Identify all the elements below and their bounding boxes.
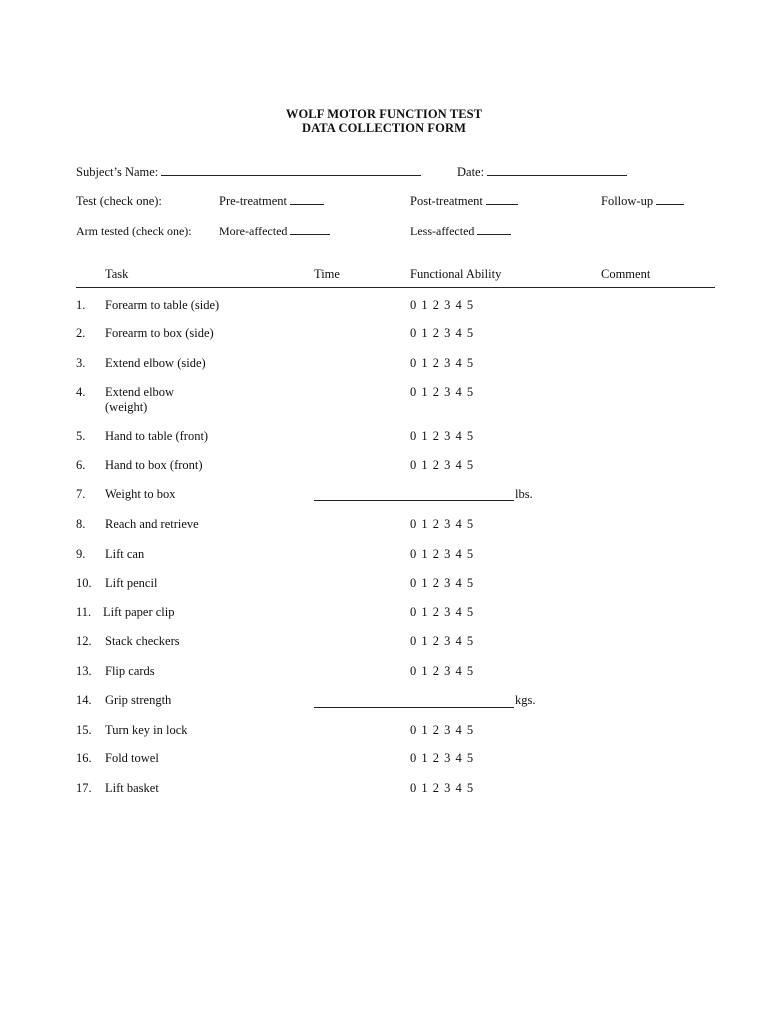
column-header-ability: Functional Ability bbox=[410, 267, 502, 281]
test-check-label: Test (check one): bbox=[76, 194, 162, 208]
subject-name-blank[interactable] bbox=[161, 165, 421, 176]
date-field bbox=[457, 165, 627, 180]
ability-scale[interactable]: 0 1 2 3 4 5 bbox=[410, 298, 475, 312]
task-number: 4. bbox=[76, 385, 86, 399]
ability-scale[interactable]: 0 1 2 3 4 5 bbox=[410, 664, 475, 678]
task-name: Forearm to box (side) bbox=[105, 326, 214, 340]
task-number: 3. bbox=[76, 356, 86, 370]
task-number: 1. bbox=[76, 298, 86, 312]
ability-scale[interactable]: 0 1 2 3 4 5 bbox=[410, 723, 475, 737]
task-name: Extend elbow (side) bbox=[105, 356, 206, 370]
task-name: Lift can bbox=[105, 547, 145, 561]
task-number: 5. bbox=[76, 429, 86, 443]
task-number: 8. bbox=[76, 517, 86, 531]
ability-scale[interactable]: 0 1 2 3 4 5 bbox=[410, 576, 475, 590]
task-name: Flip cards bbox=[105, 664, 155, 678]
ability-scale[interactable]: 0 1 2 3 4 5 bbox=[410, 605, 475, 619]
subject-name-field bbox=[76, 165, 421, 180]
task-number: 10. bbox=[76, 576, 92, 590]
post-treatment-field bbox=[410, 194, 518, 209]
ability-scale[interactable]: 0 1 2 3 4 5 bbox=[410, 326, 475, 340]
task-number: 13. bbox=[76, 664, 92, 678]
task-name: Hand to table (front) bbox=[105, 429, 209, 443]
more-affected-blank[interactable] bbox=[290, 224, 330, 235]
grip-strength-unit: kgs. bbox=[515, 693, 536, 707]
form-title-line1: WOLF MOTOR FUNCTION TEST bbox=[285, 107, 483, 121]
task-number: 15. bbox=[76, 723, 92, 737]
less-affected-blank[interactable] bbox=[477, 224, 511, 235]
pre-treatment-blank[interactable] bbox=[290, 194, 324, 205]
pre-treatment-field bbox=[219, 194, 324, 209]
date-blank[interactable] bbox=[487, 165, 627, 176]
ability-scale[interactable]: 0 1 2 3 4 5 bbox=[410, 751, 475, 765]
task-number: 9. bbox=[76, 547, 86, 561]
less-affected-label: Less-affected bbox=[410, 224, 475, 238]
task-name: Hand to box (front) bbox=[105, 458, 203, 472]
task-number: 7. bbox=[76, 487, 86, 501]
task-name: Fold towel bbox=[105, 751, 159, 765]
column-header-time: Time bbox=[314, 267, 340, 281]
task-name: Reach and retrieve bbox=[105, 517, 199, 531]
task-name: Weight to box bbox=[105, 487, 176, 501]
ability-scale[interactable]: 0 1 2 3 4 5 bbox=[410, 429, 475, 443]
task-number: 14. bbox=[76, 693, 92, 707]
ability-scale[interactable]: 0 1 2 3 4 5 bbox=[410, 517, 475, 531]
form-title-line2: DATA COLLECTION FORM bbox=[301, 121, 467, 135]
column-header-comment: Comment bbox=[601, 267, 651, 281]
arm-tested-label: Arm tested (check one): bbox=[76, 224, 192, 238]
weight-blank[interactable] bbox=[314, 500, 514, 501]
task-name-continued: (weight) bbox=[105, 400, 148, 414]
follow-up-label: Follow-up bbox=[601, 194, 654, 208]
task-number: 2. bbox=[76, 326, 86, 340]
follow-up-blank[interactable] bbox=[656, 194, 684, 205]
more-affected-field bbox=[219, 224, 330, 239]
task-name: Extend elbow bbox=[105, 385, 175, 399]
ability-scale[interactable]: 0 1 2 3 4 5 bbox=[410, 458, 475, 472]
task-name: Stack checkers bbox=[105, 634, 180, 648]
post-treatment-blank[interactable] bbox=[486, 194, 518, 205]
ability-scale[interactable]: 0 1 2 3 4 5 bbox=[410, 385, 475, 399]
date-label: Date: bbox=[457, 165, 485, 179]
header-divider bbox=[76, 287, 715, 288]
more-affected-label: More-affected bbox=[219, 224, 288, 238]
task-name: Lift pencil bbox=[105, 576, 158, 590]
column-header-task: Task bbox=[105, 267, 129, 281]
post-treatment-label: Post-treatment bbox=[410, 194, 483, 208]
ability-scale[interactable]: 0 1 2 3 4 5 bbox=[410, 356, 475, 370]
ability-scale[interactable]: 0 1 2 3 4 5 bbox=[410, 634, 475, 648]
ability-scale[interactable]: 0 1 2 3 4 5 bbox=[410, 781, 475, 795]
task-name: Forearm to table (side) bbox=[105, 298, 220, 312]
task-number: 11. bbox=[76, 605, 92, 619]
task-name: Lift paper clip bbox=[103, 605, 175, 619]
task-number: 16. bbox=[76, 751, 92, 765]
follow-up-field bbox=[601, 194, 684, 209]
pre-treatment-label: Pre-treatment bbox=[219, 194, 288, 208]
weight-unit: lbs. bbox=[515, 487, 533, 501]
task-number: 17. bbox=[76, 781, 92, 795]
grip-strength-blank[interactable] bbox=[314, 707, 514, 708]
task-number: 6. bbox=[76, 458, 86, 472]
ability-scale[interactable]: 0 1 2 3 4 5 bbox=[410, 547, 475, 561]
less-affected-field bbox=[410, 224, 511, 239]
subject-name-label: Subject’s Name: bbox=[76, 165, 159, 179]
task-name: Turn key in lock bbox=[105, 723, 188, 737]
task-name: Grip strength bbox=[105, 693, 172, 707]
task-name: Lift basket bbox=[105, 781, 159, 795]
task-number: 12. bbox=[76, 634, 92, 648]
